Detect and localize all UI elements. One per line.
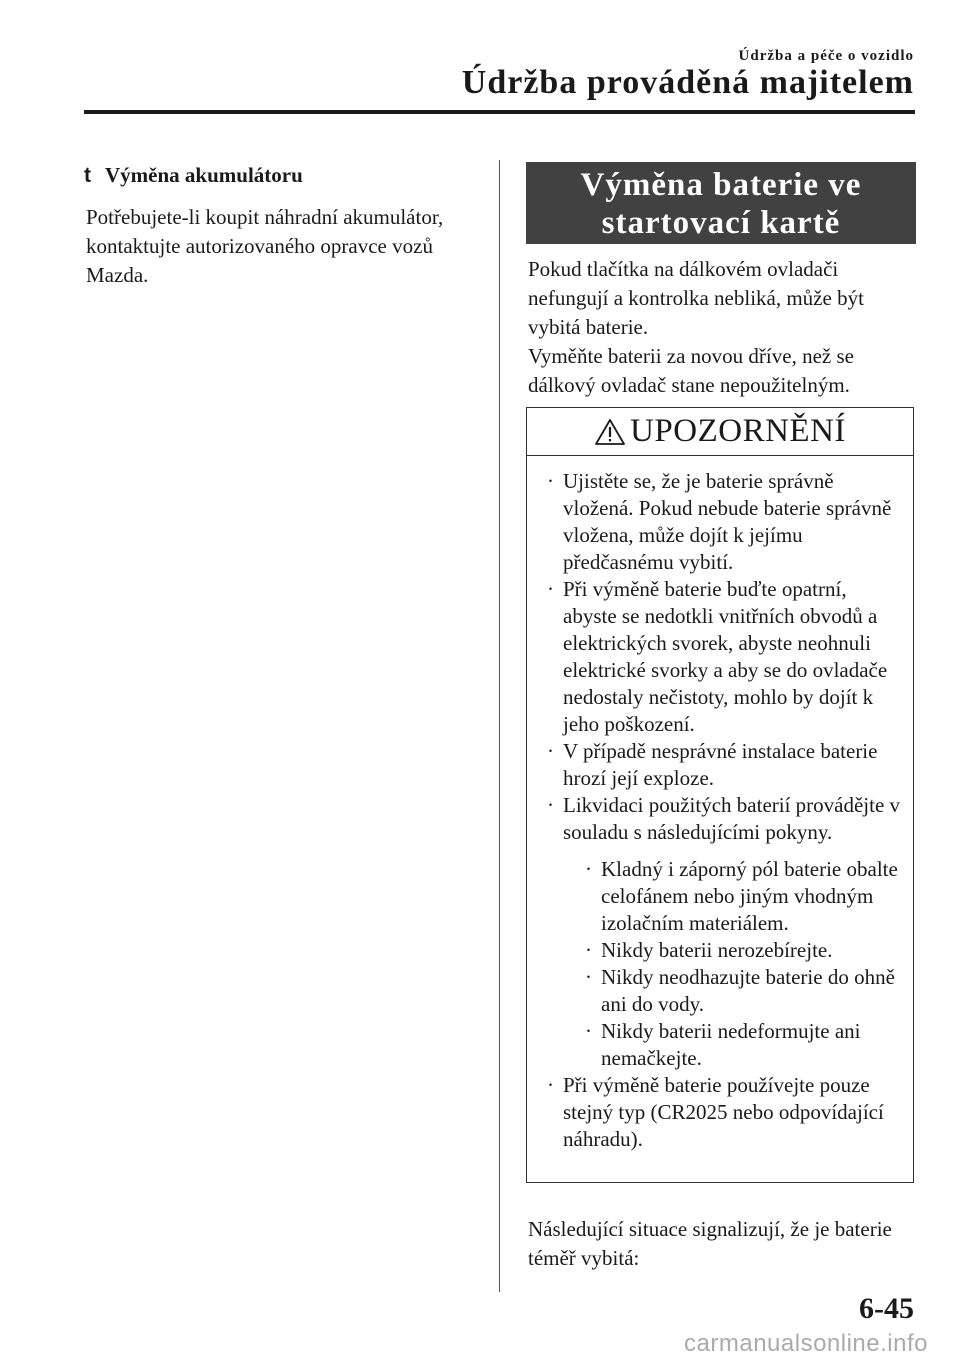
disposal-item: · Nikdy baterii nerozebírejte.: [585, 938, 833, 962]
battery-replacement-paragraph: Potřebujete-li koupit náhradní akumulátor, kontaktujte autorizovaného opravce vozů Mazda.: [86, 205, 444, 287]
bullet-dot-icon: ·: [547, 739, 554, 763]
disposal-item: · Kladný i záporný pól baterie obalte celofánem nebo jiným vhodným izolačním materiálem.: [585, 857, 898, 935]
bullet-dot-icon: ·: [547, 469, 554, 493]
section-title-line-2: startovací kartě: [601, 205, 841, 241]
caution-list: [527, 456, 913, 1153]
bullet-dot-icon: ·: [547, 1073, 554, 1097]
bullet-dot-icon: ·: [585, 938, 592, 962]
bullet-dot-icon: ·: [547, 577, 554, 601]
subsection-heading-text: Výměna akumulátoru: [105, 163, 303, 187]
page-title: Údržba prováděná majitelem: [461, 64, 914, 101]
caution-item: · Likvidaci použitých baterií provádějte v souladu s následujícími pokyny. · Kladný i záporný pól baterie obalte celofánem nebo jiným vhodným izolačním materiálem. · Nikdy baterii nerozebírejte. · Nikdy neodhazujte baterie do ohně ani do vody. · Nikdy baterii nedeformujte ani nemačkejte.: [543, 792, 903, 1072]
heading-bullet-icon: t: [84, 163, 91, 187]
low-battery-signs-intro: Následující situace signalizují, že je baterie téměř vybitá:: [528, 1217, 892, 1270]
header-divider: [84, 110, 915, 114]
intro-paragraph-1: Pokud tlačítka na dálkovém ovladači nefungují a kontrolka nebliká, může být vybitá baterie.: [528, 257, 864, 339]
disposal-item: · Nikdy neodhazujte baterie do ohně ani do vody.: [585, 965, 895, 1016]
caution-item: · Při výměně baterie buďte opatrní, abyste se nedotkli vnitřních obvodů a elektrických svorek, abyste neohnuli elektrické svorky a aby se do ovladače nedostaly nečistoty, mohlo by dojít k jeho poškození.: [547, 577, 888, 736]
caution-header: [527, 408, 913, 456]
section-title-line-1: Výměna baterie ve: [580, 167, 862, 203]
bullet-dot-icon: ·: [585, 857, 592, 881]
section-name: Údržba a péče o vozidlo: [738, 48, 914, 64]
page-number: 6-45: [859, 1292, 914, 1325]
disposal-sublist: [563, 856, 903, 1072]
bullet-dot-icon: ·: [547, 793, 554, 817]
subsection-heading: [84, 163, 303, 188]
intro-paragraph-2: Vyměňte baterii za novou dříve, než se dálkový ovladač stane nepoužitelným.: [528, 344, 854, 397]
caution-title: UPOZORNĚNÍ: [630, 413, 846, 449]
warning-triangle-icon: [594, 418, 626, 446]
caution-item: · Ujistěte se, že je baterie správně vložená. Pokud nebude baterie správně vložena, může dojít k jejímu předčasnému vybití.: [547, 469, 892, 574]
column-divider: [499, 160, 500, 1292]
caution-item: · Při výměně baterie používejte pouze stejný typ (CR2025 nebo odpovídající náhradu).: [547, 1073, 884, 1151]
watermark-text: carmanualsonline.info: [684, 1330, 928, 1357]
bullet-dot-icon: ·: [585, 965, 592, 989]
section-title-banner: [526, 162, 916, 244]
caution-item: · V případě nesprávné instalace baterie hrozí její exploze.: [547, 739, 878, 790]
bullet-dot-icon: ·: [585, 1019, 592, 1043]
disposal-item: · Nikdy baterii nedeformujte ani nemačkejte.: [585, 1019, 861, 1070]
caution-box: [526, 407, 914, 1183]
intro-text: [528, 255, 913, 400]
